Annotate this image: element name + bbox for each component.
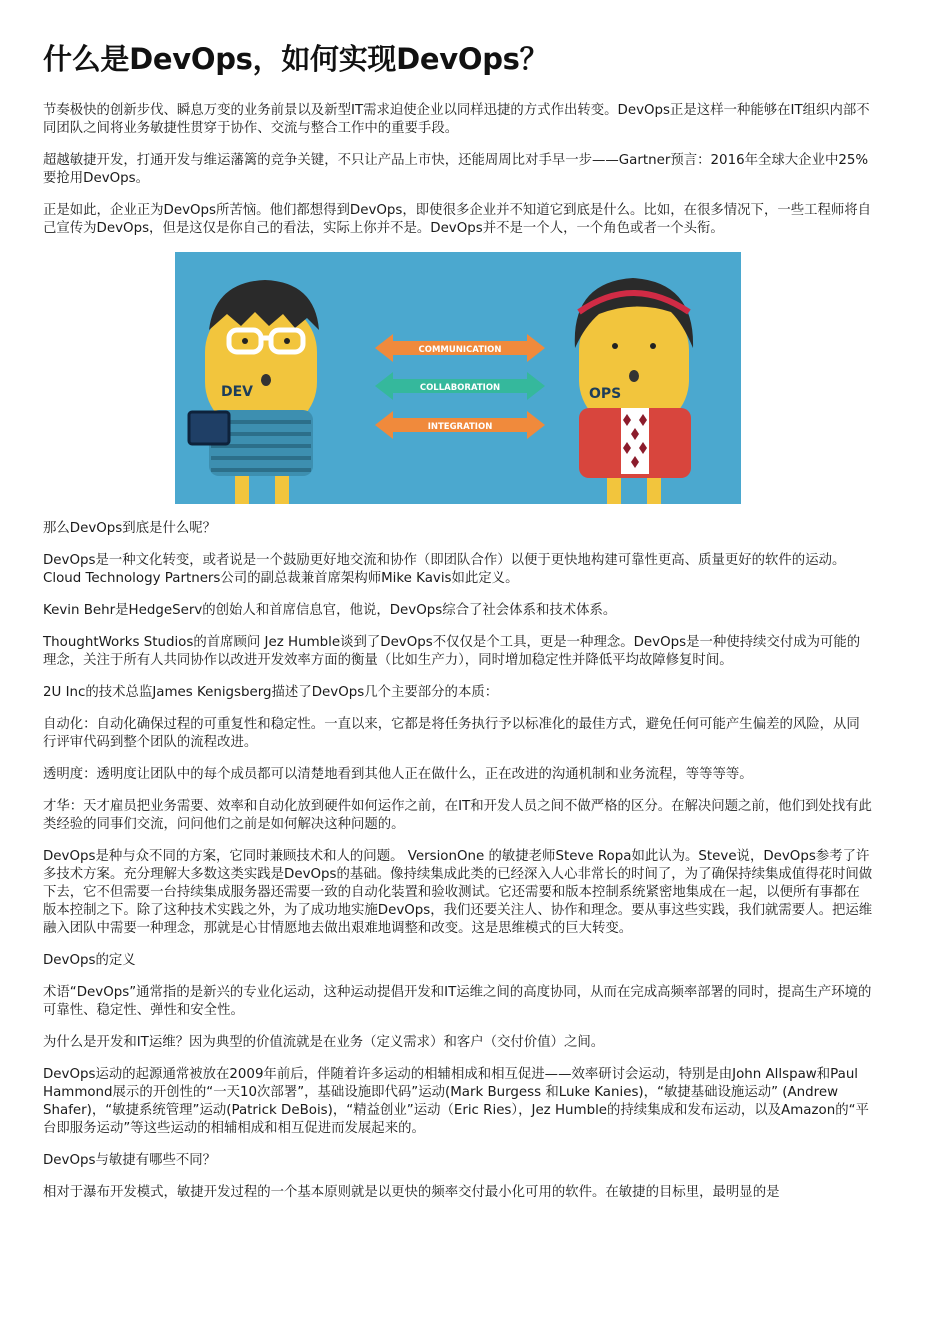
- dev-eye-left: [242, 338, 248, 344]
- document-page: [43, 40, 873, 1216]
- dev-leg-right: [275, 476, 289, 504]
- paragraph: DevOps的定义: [43, 953, 136, 968]
- paragraph: 术语“DevOps”通常指的是新兴的专业化运动，这种运动提倡开发和IT运维之间的高度协同，从而在完成高频率部署的同时，提高生产环境的可靠性、稳定性、弹性和安全性。: [43, 985, 872, 1018]
- paragraph: 2U Inc的技术总监James Kenigsberg描述了DevOps几个主要部分的本质：: [43, 685, 499, 700]
- dev-eye-right: [284, 338, 290, 344]
- paragraph: 节奏极快的创新步伐、瞬息万变的业务前景以及新型IT需求迫使企业以同样迅捷的方式作出转变。DevOps正是这样一种能够在IT组织内部不同团队之间将业务敏捷性贯穿于协作、交流与整合工作中的重要手段。: [43, 103, 870, 136]
- paragraph: Kevin Behr是HedgeServ的创始人和首席信息官，他说，DevOps综合了社会体系和技术体系。: [43, 603, 617, 618]
- ops-eye-left: [612, 343, 618, 349]
- paragraph: 自动化：自动化确保过程的可重复性和稳定性。一直以来，它都是将任务执行予以标准化的最佳方式，避免任何可能产生偏差的风险，从同行评审代码到整个团队的流程改进。: [43, 717, 860, 750]
- paragraph: 相对于瀑布开发模式，敏捷开发过程的一个基本原则就是以更快的频率交付最小化可用的软件。在敏捷的目标里，最明显的是: [43, 1185, 780, 1200]
- collaboration-label: COLLABORATION: [419, 383, 501, 393]
- dev-label: DEV: [221, 384, 254, 400]
- ops-leg-right: [647, 478, 661, 504]
- ops-eye-right: [650, 343, 656, 349]
- paragraph: DevOps运动的起源通常被放在2009年前后，伴随着许多运动的相辅相成和相互促进——效率研讨会运动，特别是由John Allspaw和Paul Hammond展示的开创性的“一天10次部署”，基础设施即代码”运动(Mark Burgess 和Luke Kanies)，“敏捷基础设施运动” (Andrew Shafer)，“敏捷系统管理”运动(Patrick DeBois)，“精益创业”运动（Eric Ries），Jez Humble的持续集成和发布运动，以及Amazon的“平台即服务运动”等这些运动的相辅相成和相互促进而发展起来的。: [43, 1067, 869, 1136]
- page-title: 什么是DevOps，如何实现DevOps？: [43, 42, 549, 76]
- devops-illustration-svg: [175, 252, 741, 504]
- paragraph: DevOps是一种文化转变，或者说是一个鼓励更好地交流和协作（即团队合作）以便于更快地构建可靠性更高、质量更好的软件的运动。Cloud Technology Partners公司的副总裁兼首席架构师Mike Kavis如此定义。: [43, 553, 846, 586]
- integration-label: INTEGRATION: [427, 422, 493, 432]
- ops-leg-left: [607, 478, 621, 504]
- dev-mouth: [261, 374, 271, 386]
- paragraph: DevOps与敏捷有哪些不同？: [43, 1153, 217, 1168]
- paragraph: 那么DevOps到底是什么呢？: [43, 521, 217, 536]
- paragraph: DevOps是种与众不同的方案，它同时兼顾技术和人的问题。 VersionOne 的敏捷老师Steve Ropa如此认为。Steve说，DevOps参考了许多技术方案。充分理解大多数这类实践是DevOps的基础。像持续集成此类的已经深入人心非常长的时间了，为了确保持续集成值得花时间做下去，它不但需要一台持续集成服务器还需要一致的自动化装置和验收测试。它还需要和版本控制系统紧密地集成在一起，以便所有事都在版本控制之下。除了这种技术实践之外，为了成功地实施DevOps，我们还要关注人、协作和理念。要从事这些实践，我们就需要人。把运维融入团队中需要一种理念，那就是心甘情愿地去做出艰难地调整和改变。这是思维模式的巨大转变。: [43, 849, 873, 936]
- paragraph: 为什么是开发和IT运维？因为典型的价值流就是在业务（定义需求）和客户（交付价值）之间。: [43, 1035, 605, 1050]
- ops-mouth: [629, 370, 639, 382]
- paragraph: 才华：天才雇员把业务需要、效率和自动化放到硬件如何运作之前，在IT和开发人员之间不做严格的区分。在解决问题之前，他们到处找有此类经验的同事们交流，问问他们之前是如何解决这种问题的。: [43, 799, 872, 832]
- paragraph: ThoughtWorks Studios的首席顾问 Jez Humble谈到了DevOps不仅仅是个工具，更是一种理念。DevOps是一种使持续交付成为可能的理念，关注于所有人共同协作以改进开发效率方面的衡量（比如生产力），同时增加稳定性并降低平均故障修复时间。: [43, 635, 861, 668]
- devops-illustration: [175, 252, 741, 504]
- dev-leg-left: [235, 476, 249, 504]
- paragraph: 正是如此，企业正为DevOps所苦恼。他们都想得到DevOps，即使很多企业并不知道它到底是什么。比如，在很多情况下，一些工程师将自己宣传为DevOps，但是这仅是你自己的看法，实际上你并不是。DevOps并不是一个人，一个角色或者一个头衔。: [43, 203, 872, 236]
- paragraph: 透明度：透明度让团队中的每个成员都可以清楚地看到其他人正在做什么，正在改进的沟通机制和业务流程，等等等等。: [43, 767, 753, 782]
- ops-label: OPS: [589, 386, 622, 402]
- communication-label: COMMUNICATION: [418, 345, 502, 355]
- ops-character: [575, 278, 693, 504]
- dev-tablet: [189, 412, 229, 444]
- paragraph: 超越敏捷开发，打通开发与维运藩篱的竞争关键，不只让产品上市快，还能周周比对手早一步——Gartner预言：2016年全球大企业中25%要抢用DevOps。: [43, 153, 869, 186]
